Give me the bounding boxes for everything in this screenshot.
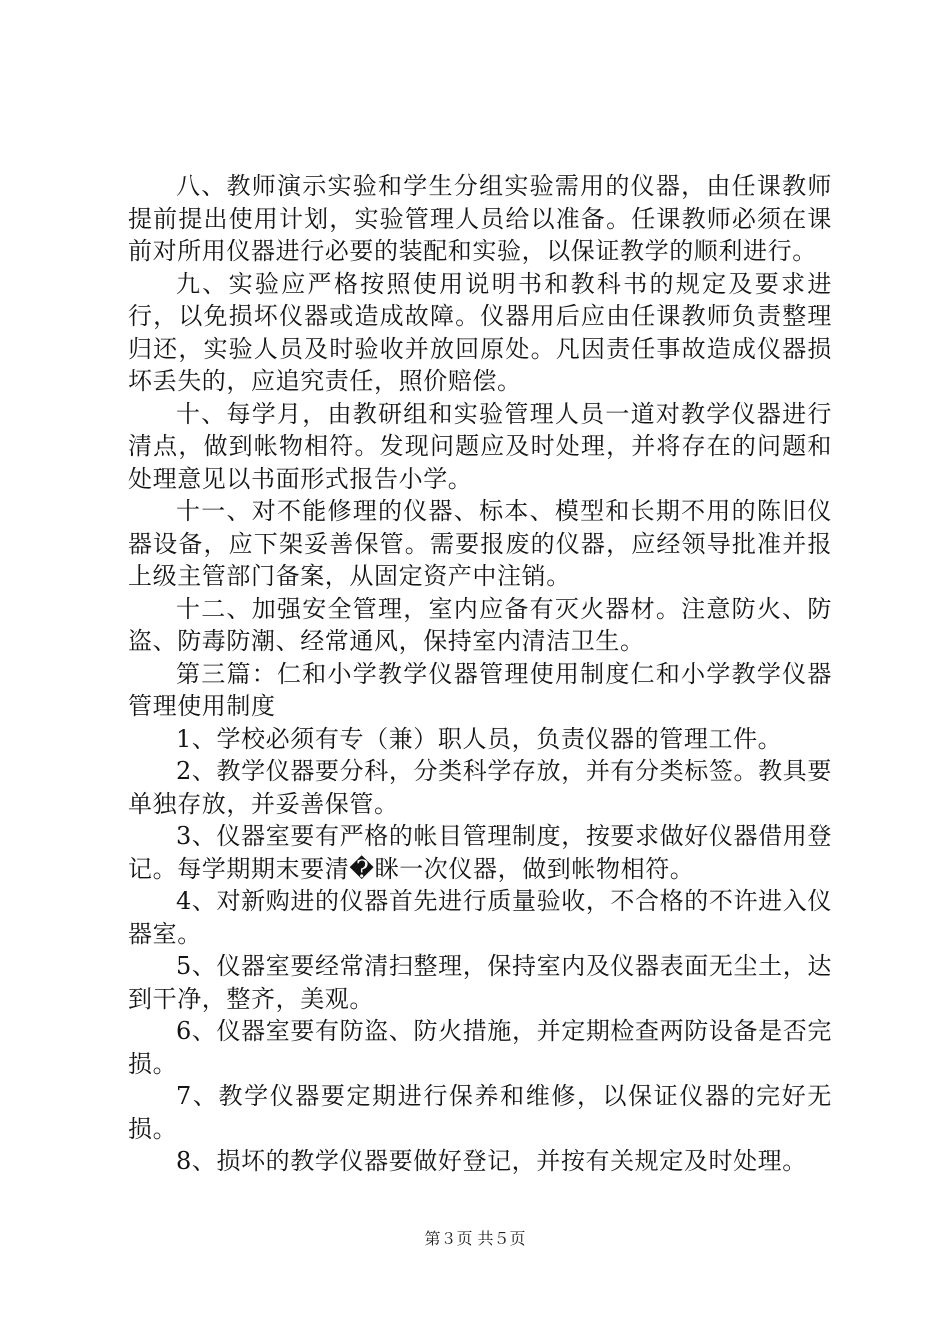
document-body [128, 170, 832, 1178]
rule-item-7: 7、教学仪器要定期进行保养和维修，以保证仪器的完好无损。 [128, 1082, 832, 1143]
paragraph-item-11: 十一、对不能修理的仪器、标本、模型和长期不用的陈旧仪器设备，应下架妥善保管。需要报废的仪器，应经领导批准并报上级主管部门备案，从固定资产中注销。 [128, 497, 832, 590]
paragraph-item-8: 八、教师演示实验和学生分组实验需用的仪器，由任课教师提前提出使用计划，实验管理人员给以准备。任课教师必须在课前对所用仪器进行必要的装配和实验，以保证教学的顺利进行。 [128, 172, 832, 265]
rule-item-5: 5、仪器室要经常清扫整理，保持室内及仪器表面无尘土，达到干净，整齐，美观。 [128, 952, 832, 1013]
page-footer: 第３页 共５页 [424, 1229, 526, 1248]
rule-item-6: 6、仪器室要有防盗、防火措施，并定期检查两防设备是否完损。 [128, 1017, 832, 1078]
rule-item-8: 8、损坏的教学仪器要做好登记，并按有关规定及时处理。 [176, 1147, 807, 1175]
rule-item-3: 3、仪器室要有严格的帐目管理制度，按要求做好仪器借用登记。每学期期末要清�眯一次仪器，做到帐物相符。 [128, 822, 832, 883]
paragraph-item-10: 十、每学月，由教研组和实验管理人员一道对教学仪器进行清点，做到帐物相符。发现问题应及时处理，并将存在的问题和处理意见以书面形式报告小学。 [128, 399, 832, 493]
rule-item-4: 4、对新购进的仪器首先进行质量验收，不合格的不许进入仪器室。 [128, 887, 832, 948]
rule-item-1: 1、学校必须有专（兼）职人员，负责仪器的管理工件。 [176, 724, 783, 753]
section-heading-part-3: 第三篇：仁和小学教学仪器管理使用制度仁和小学教学仪器管理使用制度 [128, 659, 832, 720]
rule-item-2: 2、教学仪器要分科，分类科学存放，并有分类标签。教具要单独存放，并妥善保管。 [128, 757, 832, 818]
paragraph-item-9: 九、实验应严格按照使用说明书和教科书的规定及要求进行，以免损坏仪器或造成故障。仪器用后应由任课教师负责整理归还，实验人员及时验收并放回原处。凡因责任事故造成仪器损坏丢失的，应追究责任，照价赔偿。 [128, 269, 832, 395]
paragraph-item-12: 十二、加强安全管理，室内应备有灭火器材。注意防火、防盗、防毒防潮、经常通风，保持室内清洁卫生。 [128, 594, 832, 655]
